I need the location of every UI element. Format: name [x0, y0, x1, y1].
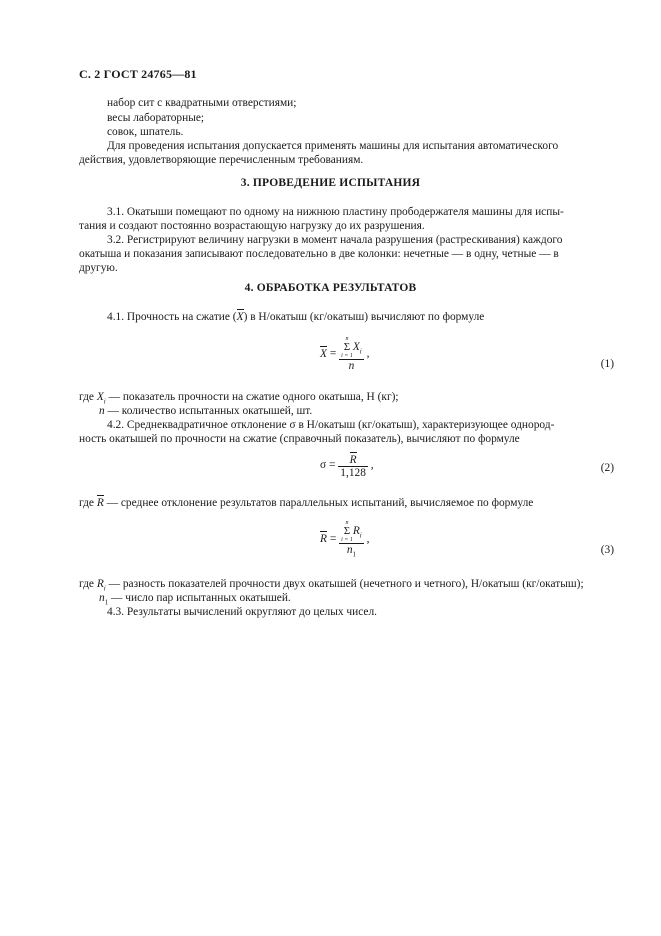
page-header: С. 2 ГОСТ 24765—81	[79, 67, 197, 81]
paragraph-3-1-line: тания и создают постоянно возрастающую нагрузку до их разрушения.	[79, 220, 425, 232]
where-3-line: где $R_i$ — разность показателей прочности двух окатышей (нечетного и четного), Н/окатыш (кг/окатыш);	[79, 578, 584, 593]
equipment-item: набор сит с квадратными отверстиями;	[107, 97, 297, 109]
paragraph-4-2-line: 4.2. Среднеквадратичное отклонение σ в Н/окатыш (кг/окатыш), характеризующее одноpод-	[107, 419, 555, 431]
paragraph-3-2-line: 3.2. Регистрируют величину нагрузки в момент начала разрушения (растрескивания) каждого	[107, 234, 563, 246]
paragraph-3-1-line: 3.1. Окатыши помещают по одному на нижнюю пластину прободержателя машины для испы-	[107, 206, 564, 218]
where-1-line: где $X_i$ — показатель прочности на сжатие одного окатыша, Н (кг);	[79, 391, 399, 406]
paragraph-3-2-line: окатыша и показания записывают последовательно в две колонки: нечетные — в одну, четные — в	[79, 248, 559, 260]
equation-number-3: (3)	[600, 544, 614, 556]
paragraph-4-1	[107, 309, 484, 324]
paragraph-4-1-text: 4.1. Прочность на сжатие (	[107, 311, 237, 323]
formula-2-fraction: $\frac{R}{1,128}$	[340, 454, 366, 479]
section-3-title: 3. ПРОВЕДЕНИЕ ИСПЫТАНИЯ	[240, 177, 421, 189]
equipment-note-line: Для проведения испытания допускается применять машины для испытания автоматического	[107, 140, 559, 152]
formula-3: R = n Σ i = 1 $R_i$ $n_1$ ,	[320, 520, 370, 559]
formula-2-lhs: σ =	[320, 459, 336, 472]
paragraph-3-2-line: другую.	[79, 262, 118, 274]
equipment-item: весы лабораторные;	[107, 112, 205, 124]
formula-1: X = n Σ i = 1 $X_i$ n ,	[320, 336, 370, 372]
where-2-line: где R — среднее отклонение результатов параллельных испытаний, вычисляемое по формуле	[79, 497, 534, 509]
paragraph-4-2-line: ность окатышей по прочности на сжатие (справочный показатель), вычисляют по формуле	[79, 433, 520, 445]
equation-number-1: (1)	[600, 358, 614, 370]
sum-operator: n Σ i = 1	[341, 520, 353, 543]
paragraph-4-1-text: ) в Н/окатыш (кг/окатыш) вычисляют по формуле	[243, 311, 485, 323]
equation-number-2: (2)	[600, 462, 614, 474]
x-bar-symbol: X	[236, 311, 244, 323]
section-4-title: 4. ОБРАБОТКА РЕЗУЛЬТАТОВ	[244, 282, 417, 294]
formula-3-fraction: n Σ i = 1 $R_i$ $n_1$	[341, 520, 362, 559]
formula-3-lhs: R	[320, 532, 327, 545]
where-3-line: $n_1$ — число пар испытанных окатышей.	[99, 592, 291, 607]
sum-operator: n Σ i = 1	[341, 336, 353, 359]
equipment-note-line: действия, удовлетворяющие перечисленным требованиям.	[79, 154, 364, 166]
formula-1-lhs: X	[320, 347, 327, 360]
where-1-line: n — количество испытанных окатышей, шт.	[99, 405, 313, 417]
equipment-note	[107, 139, 615, 153]
formula-1-fraction: n Σ i = 1 $X_i$ n	[341, 336, 362, 372]
equipment-item: совок, шпатель.	[107, 126, 184, 138]
formula-2: σ = $\frac{R}{1,128}$ ,	[320, 454, 374, 479]
formula-1-denominator: n	[348, 360, 355, 372]
paragraph-4-3: 4.3. Результаты вычислений округляют до целых чисел.	[107, 606, 378, 618]
